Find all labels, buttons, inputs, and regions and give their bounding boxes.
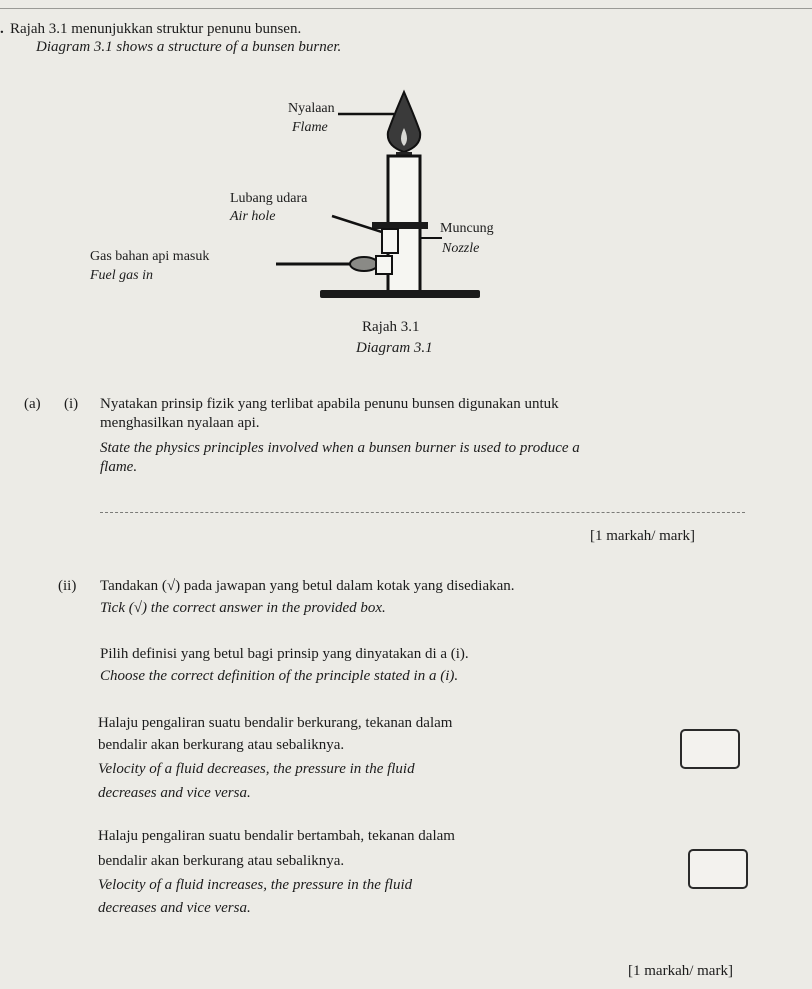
part-i-malay-line1: Nyatakan prinsip fizik yang terlibat apabila penunu bunsen digunakan untuk [100,396,559,412]
part-ii-instruction-english: Tick (√) the correct answer in the provided box. [100,600,386,616]
nozzle-label-malay: Muncung [440,221,494,236]
air-hole-label-english: Air hole [230,209,276,224]
option-1-malay-line2: bendalir akan berkurang atau sebaliknya. [98,737,345,753]
option-1-malay-line1: Halaju pengaliran suatu bendalir berkurang, tekanan dalam [98,715,453,731]
choose-malay: Pilih definisi yang betul bagi prinsip yang dinyatakan di a (i). [100,646,469,662]
intro-english: Diagram 3.1 shows a structure of a bunsen burner. [36,39,342,55]
part-ii-instruction-malay: Tandakan (√) pada jawapan yang betul dalam kotak yang disediakan. [100,578,515,594]
choose-english: Choose the correct definition of the principle stated in a (i). [100,668,459,684]
option-1-english-line1: Velocity of a fluid decreases, the pressure in the fluid [98,761,415,777]
part-i-english-line2: flame. [100,459,138,475]
nozzle-label-english: Nozzle [442,241,480,256]
air-hole-sleeve [382,229,398,253]
part-ii-label: (ii) [58,578,77,594]
option-1-checkbox[interactable] [680,729,740,769]
part-ii-mark: [1 markah/ mark] [628,963,733,979]
top-rule [0,8,812,9]
question-bullet: . [0,21,4,37]
air-collar [372,222,428,229]
option-2-malay-line1: Halaju pengaliran suatu bendalir bertambah, tekanan dalam [98,828,455,844]
bunsen-burner-diagram [80,80,580,305]
fuel-gas-label-english: Fuel gas in [90,268,153,283]
part-i-mark: [1 markah/ mark] [590,528,695,544]
option-2-checkbox[interactable] [688,849,748,889]
fuel-gas-label-malay: Gas bahan api masuk [90,249,210,264]
air-hole-label-malay: Lubang udara [230,191,308,206]
diagram-caption-malay: Rajah 3.1 [362,319,420,335]
option-2-malay-line2: bendalir akan berkurang atau sebaliknya. [98,853,345,869]
option-2-english-line2: decreases and vice versa. [98,900,251,916]
answer-line[interactable] [100,512,745,513]
option-2-english-line1: Velocity of a fluid increases, the pressure in the fluid [98,877,413,893]
part-i-malay-line2: menghasilkan nyalaan api. [100,415,260,431]
flame-label-english: Flame [292,120,328,135]
part-i-english-line1: State the physics principles involved when a bunsen burner is used to produce a [100,440,580,456]
option-1-english-line2: decreases and vice versa. [98,785,251,801]
question-a-label: (a) [24,396,41,412]
intro-malay: Rajah 3.1 menunjukkan struktur penunu bunsen. [10,21,302,37]
burner-base [320,290,480,298]
part-i-label: (i) [64,396,79,412]
gas-inlet-shape [350,257,378,271]
diagram-caption-english: Diagram 3.1 [356,340,433,356]
flame-label-malay: Nyalaan [288,101,335,116]
inlet-joint [376,256,392,274]
